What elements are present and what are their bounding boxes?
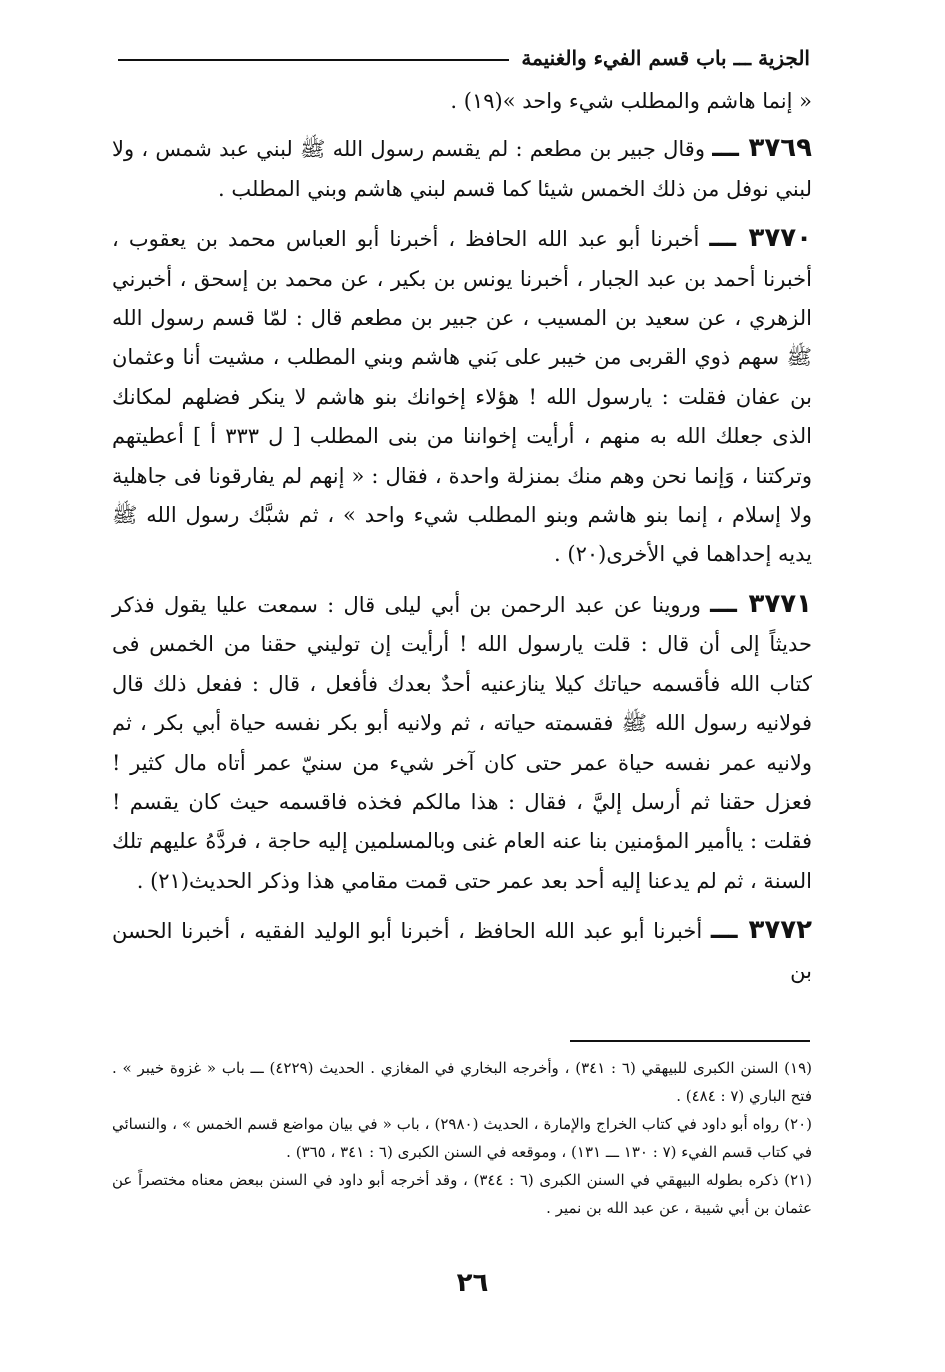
main-text [112,82,812,1001]
paragraph-3769 [112,129,812,209]
header-title: الجزية ـــ باب قسم الفيء والغنيمة [521,46,810,70]
footnotes [112,1054,812,1222]
paragraph-3772 [112,911,812,991]
footnote-21: (٢١) ذكره بطوله البيهقي في السنن الكبرى (٦ : ٣٤٤) ، وقد أخرجه أبو داود في السنن ببعض معناه مختصراً عن عثمان بن أبي شيبة ، عن عبد الله بن نمير . [112,1171,812,1217]
footnote-20: (٢٠) رواه أبو داود في كتاب الخراج والإمارة ، الحديث (٢٩٨٠) ، باب « في بيان مواضع قسم الخمس » ، والنسائي في كتاب قسم الفيء (٧ : ١٣٠ ـــ ١٣١) ، وموقعه في السنن الكبرى (٦ : ٣٤١ ، ٣٦٥) . [112,1115,812,1161]
paragraph-3770 [112,219,812,575]
paragraph-text: وروينا عن عبد الرحمن بن أبي ليلى قال : سمعت عليا يقول فذكر حديثاً إلى أن قال : قلت يارسول الله ! أرأيت إن توليني حقنا من الخمس فى كتاب الله فأقسمه حياتك كيلا ينازعنيه أحدٌ بعدك فأفعل ، قال : ففعل ذلك قال فولانيه رسول الله ﷺ فقسمته حياته ، ثم ولانيه أبو بكر نفسه حياة أبي بكر ، ثم ولانيه عمر نفسه حياة عمر حتى كان آخر شيء من سنيّ عمر أتاه مال كثير ! فعزل حقنا ثم أرسل إليَّ ، فقال : هذا مالكم فخذه فاقسمه حيث كان يقسم ! فقلت : ياأمير المؤمنين بنا عنه العام غنى وبالمسلمين إليه حاجة ، فردَّهُ عليهم تلك السنة ، ثم لم يدعنا إليه أحد بعد عمر حتى قمت مقامي هذا وذكر الحديث(٢١) . [112,592,812,893]
paragraph-text: وقال جبير بن مطعم : لم يقسم رسول الله ﷺ لبني عبد شمس ، ولا لبني نوفل من ذلك الخمس شيئا كما قسم لبني هاشم وبني المطلب . [112,137,812,201]
running-header [118,38,810,78]
paragraph-3771 [112,585,812,901]
hadith-number: ٣٧٧٢ ـــ [710,915,812,946]
header-rule [118,59,509,61]
paragraph-continuation [112,82,812,121]
hadith-number: ٣٧٦٩ ـــ [712,133,812,164]
page-number: ٢٦ [456,1268,489,1298]
paragraph-text: أخبرنا أبو عبد الله الحافظ ، أخبرنا أبو الوليد الفقيه ، أخبرنا الحسن بن [112,919,812,983]
hadith-number: ٣٧٧١ ـــ [710,588,812,619]
hadith-number: ٣٧٧٠ ـــ [709,223,812,254]
paragraph-text: « إنما هاشم والمطلب شيء واحد »(١٩) . [450,89,812,113]
footnote-19: (١٩) السنن الكبرى للبيهقي (٦ : ٣٤١) ، وأخرجه البخاري في المغازي . الحديث (٤٢٢٩) ـــ باب « غزوة خيبر » . فتح الباري (٧ : ٤٨٤) . [112,1059,813,1105]
footnote-separator [570,1040,810,1042]
paragraph-text: أخبرنا أبو عبد الله الحافظ ، أخبرنا أبو العباس محمد بن يعقوب ، أخبرنا أحمد بن عبد الجبار ، أخبرنا يونس بن بكير ، عن محمد بن إسحق ، أخبرني الزهري ، عن سعيد بن المسيب ، عن جبير بن مطعم قال : لمّا قسم رسول الله ﷺ سهم ذوي القربى من خيبر على بَني هاشم وبني المطلب ، مشيت أنا وعثمان بن عفان فقلت : يارسول الله ! هؤلاء إخوانك بنو هاشم لا ينكر فضلهم لمكانك الذى جعلك الله به منهم ، أرأيت إخواننا من بنى المطلب [ ل ٣٣٣ أ ] أعطيتهم وتركتنا ، وَإنما نحن وهم منك بمنزلة واحدة ، فقال : « إنهم لم يفارقونا فى جاهلية ولا إسلام ، إنما بنو هاشم وبنو المطلب شيء واحد » ، ثم شبَّك رسول الله ﷺ يديه إحداهما في الأخرى(٢٠) . [112,227,812,567]
